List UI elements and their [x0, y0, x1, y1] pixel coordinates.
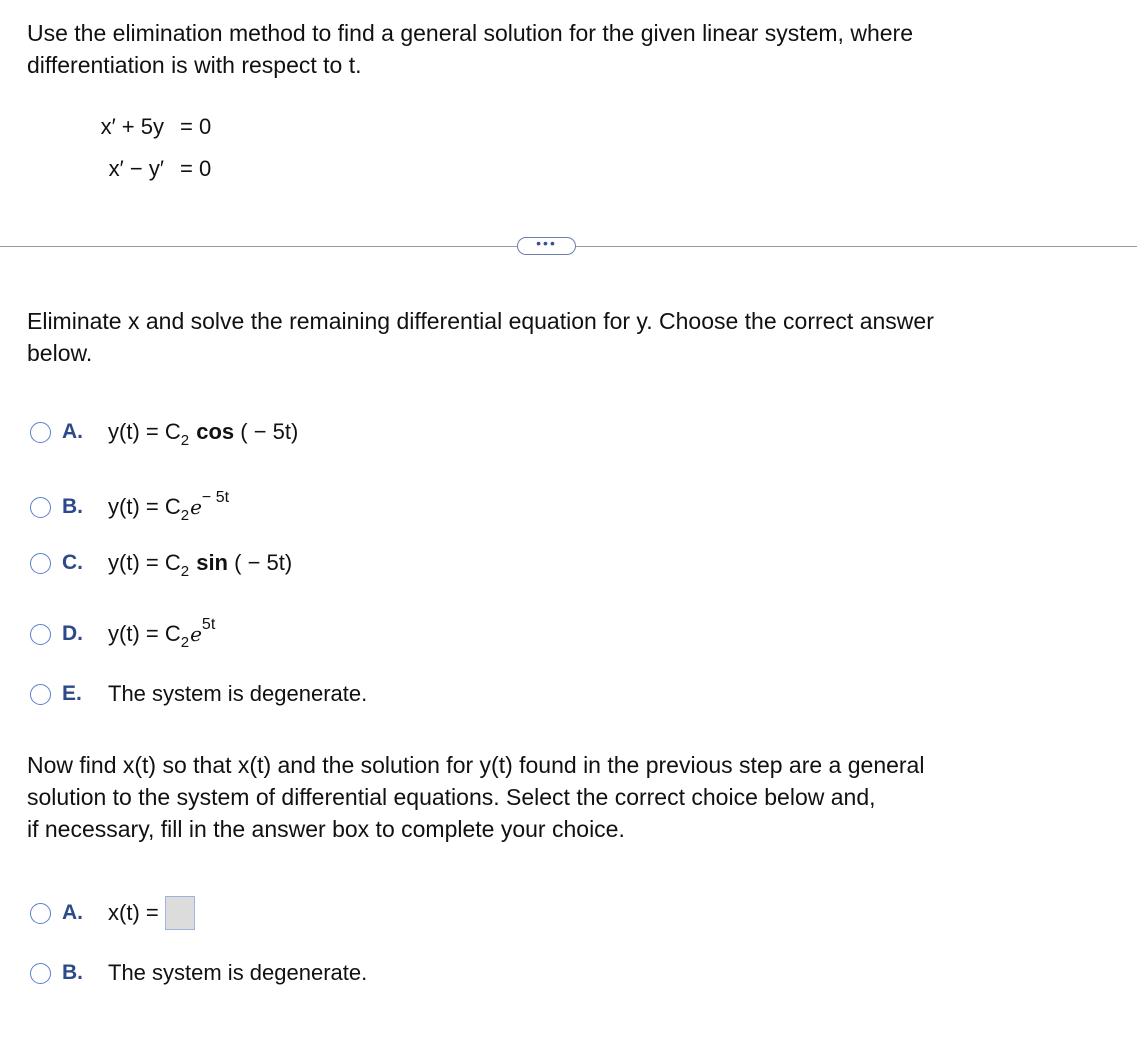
- part1-option-c[interactable]: [30, 546, 292, 580]
- part2-prompt-line-3: if necessary, fill in the answer box to complete your choice.: [27, 816, 625, 842]
- instruction-line-1: Use the elimination method to find a general solution for the given linear system, where: [27, 20, 913, 46]
- equation-2-rhs: = 0: [180, 156, 212, 181]
- formula-subscript: 2: [180, 634, 190, 651]
- option-formula: [108, 419, 299, 449]
- part1-option-d[interactable]: [30, 617, 215, 651]
- option-formula: [108, 616, 216, 651]
- formula-exp-base: e: [190, 622, 202, 646]
- part1-option-e[interactable]: [30, 677, 367, 711]
- radio-button[interactable]: [30, 963, 51, 984]
- option-letter: A.: [62, 420, 83, 443]
- radio-button[interactable]: [30, 497, 51, 518]
- ellipsis-icon: •••: [536, 235, 557, 251]
- equation-1-lhs: x′ + 5y: [100, 114, 164, 139]
- radio-button[interactable]: [30, 903, 51, 924]
- formula-prefix: y(t) = C: [108, 621, 181, 646]
- formula-argument: ( − 5t): [234, 550, 293, 575]
- option-formula-prefix: x(t) =: [108, 900, 159, 925]
- part1-prompt-line-2: below.: [27, 340, 93, 366]
- equation-2: [0, 156, 164, 186]
- formula-exp-base: e: [190, 495, 202, 519]
- option-formula: [108, 489, 230, 524]
- formula-function: cos: [196, 419, 235, 444]
- option-letter: B.: [62, 495, 83, 518]
- equation-1-rhs: = 0: [180, 114, 212, 139]
- formula-argument: ( − 5t): [240, 419, 299, 444]
- formula-exponent: 5t: [201, 616, 216, 633]
- formula-prefix: y(t) = C: [108, 494, 181, 519]
- part1-prompt-line-1: Eliminate x and solve the remaining differential equation for y. Choose the correct answer: [27, 308, 934, 334]
- show-more-button[interactable]: [517, 237, 576, 255]
- answer-input-box[interactable]: [165, 896, 195, 930]
- option-letter: B.: [62, 961, 83, 984]
- radio-button[interactable]: [30, 624, 51, 645]
- part2-option-a[interactable]: [30, 896, 195, 930]
- radio-button[interactable]: [30, 684, 51, 705]
- part2-prompt-line-1: Now find x(t) so that x(t) and the solution for y(t) found in the previous step are a general: [27, 752, 925, 778]
- part1-option-a[interactable]: [30, 415, 298, 449]
- radio-button[interactable]: [30, 553, 51, 574]
- formula-subscript: 2: [180, 432, 190, 449]
- part1-option-b[interactable]: [30, 490, 229, 524]
- option-text: The system is degenerate.: [108, 960, 368, 985]
- equation-1: [0, 114, 164, 144]
- part2-prompt-line-2: solution to the system of differential equations. Select the correct choice below and,: [27, 784, 876, 810]
- option-letter: C.: [62, 551, 83, 574]
- equation-2-lhs: x′ − y′: [108, 156, 164, 181]
- radio-button[interactable]: [30, 422, 51, 443]
- formula-function: sin: [196, 550, 228, 575]
- formula-subscript: 2: [180, 563, 190, 580]
- option-letter: A.: [62, 901, 83, 924]
- formula-prefix: y(t) = C: [108, 419, 181, 444]
- option-letter: D.: [62, 622, 83, 645]
- part2-option-b[interactable]: [30, 956, 367, 990]
- option-text: The system is degenerate.: [108, 681, 368, 706]
- formula-prefix: y(t) = C: [108, 550, 181, 575]
- instruction-line-2: differentiation is with respect to t.: [27, 52, 362, 78]
- formula-exponent: − 5t: [201, 489, 230, 506]
- formula-subscript: 2: [180, 507, 190, 524]
- option-formula: [108, 550, 293, 580]
- option-letter: E.: [62, 682, 82, 705]
